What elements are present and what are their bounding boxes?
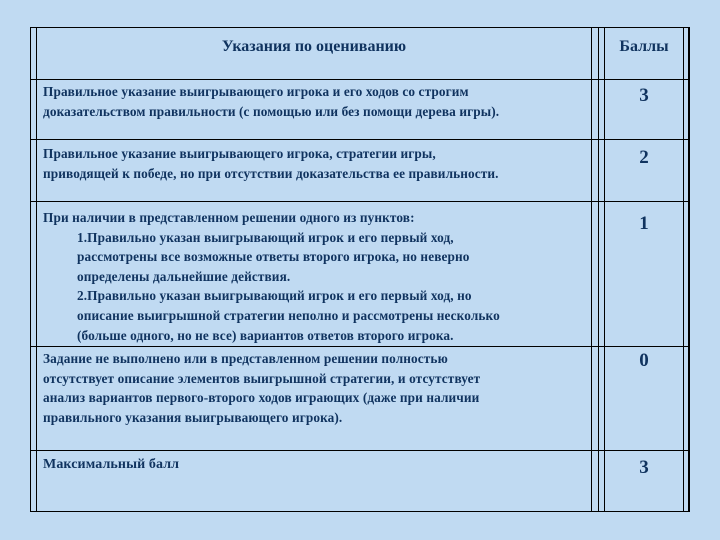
criteria-row-5: [43, 455, 179, 475]
criteria-row-3: [43, 208, 500, 345]
max-score-label: Максимальный балл: [43, 457, 180, 472]
criteria-line: правильного указания выигрывающего игрока).: [43, 409, 343, 425]
right-inner-border: [683, 28, 684, 511]
grading-table: [30, 27, 690, 512]
criteria-line: доказательством правильности (с помощью или без помощи дерева игры).: [43, 103, 500, 119]
row-divider: [31, 346, 688, 347]
criteria-line: 1.Правильно указан выигрывающий игрок и его первый ход,: [77, 229, 454, 245]
left-inner-border: [36, 28, 37, 511]
row-divider: [31, 79, 688, 80]
criteria-line: Задание не выполнено или в представленном решении полностью: [43, 351, 448, 366]
score-row-2: 2: [639, 147, 649, 168]
criteria-item-2: [43, 286, 500, 345]
column-divider-2: [598, 28, 599, 511]
criteria-line: Правильное указание выигрывающего игрока, стратегии игры,: [43, 146, 436, 161]
criteria-line: Правильное указание выигрывающего игрока и его ходов со строгим: [43, 84, 469, 99]
header-points: Баллы: [619, 38, 669, 55]
row-divider: [31, 201, 688, 202]
row-divider: [31, 139, 688, 140]
score-row-1: 3: [639, 85, 649, 106]
score-row-3: 1: [639, 213, 649, 234]
score-row-5: 3: [639, 457, 649, 478]
criteria-line: отсутствует описание элементов выигрышной стратегии, и отсутствует: [43, 370, 481, 386]
criteria-item-1: [43, 228, 500, 287]
header-criteria: Указания по оцениванию: [221, 38, 407, 55]
criteria-line: определены дальнейшие действия.: [77, 268, 291, 284]
criteria-row-2: [43, 144, 499, 183]
column-divider-1: [591, 28, 592, 511]
criteria-row-1: [43, 82, 499, 121]
criteria-intro: При наличии в представленном решении одного из пунктов:: [43, 210, 415, 225]
criteria-line: приводящей к победе, но при отсутствии доказательства ее правильности.: [43, 165, 499, 181]
score-row-4: 0: [639, 350, 649, 371]
criteria-row-4: [43, 349, 480, 427]
criteria-line: рассмотрены все возможные ответы второго игрока, но неверно: [77, 249, 470, 265]
criteria-line: описание выигрышной стратегии неполно и рассмотрены несколько: [77, 307, 500, 323]
criteria-line: (больше одного, но не все) вариантов ответов второго игрока.: [77, 327, 454, 343]
criteria-line: 2.Правильно указан выигрывающий игрок и его первый ход, но: [77, 288, 472, 304]
row-divider: [31, 450, 688, 451]
criteria-line: анализ вариантов первого-второго ходов играющих (даже при наличии: [43, 390, 480, 406]
